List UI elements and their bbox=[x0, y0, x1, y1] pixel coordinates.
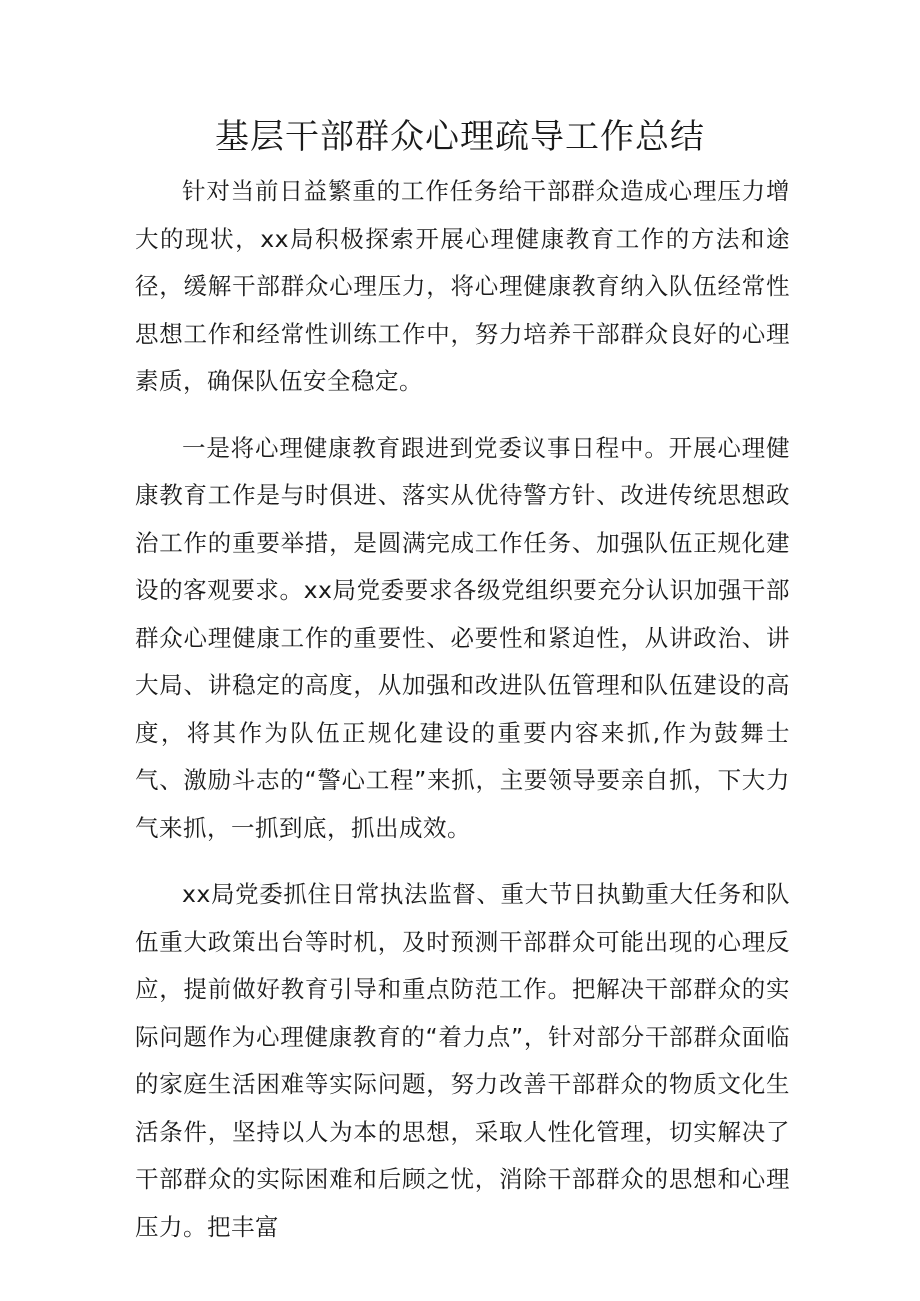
paragraph-party-committee: xx局党委抓住日常执法监督、重大节日执勤重大任务和队伍重大政策出台等时机，及时预测干部群众可能出现的心理反应，提前做好教育引导和重点防范工作。把解决干部群众的实际问题作为心理健康教育的“着力点”，针对部分干部群众面临的家庭生活困难等实际问题，努力改善干部群众的物质文化生活条件，坚持以人为本的思想，采取人性化管理，切实解决了干部群众的实际困难和后顾之忧，消除干部群众的思想和心理压力。把丰富 bbox=[135, 880, 790, 1241]
paragraph-point-one: 一是将心理健康教育跟进到党委议事日程中。开展心理健康教育工作是与时俱进、落实从优待警方针、改进传统思想政治工作的重要举措，是圆满完成工作任务、加强队伍正规化建设的客观要求。xx局党委要求各级党组织要充分认识加强干部群众心理健康工作的重要性、必要性和紧迫性，从讲政治、讲大局、讲稳定的高度，从加强和改进队伍管理和队伍建设的高度，将其作为队伍正规化建设的重要内容来抓,作为鼓舞士气、激励斗志的“警心工程”来抓，主要领导要亲自抓，下大力气来抓，一抓到底，抓出成效。 bbox=[135, 433, 790, 842]
document-title: 基层干部群众心理疏导工作总结 bbox=[215, 117, 705, 157]
document-body bbox=[135, 168, 790, 1270]
paragraph-intro: 针对当前日益繁重的工作任务给干部群众造成心理压力增大的现状，xx局积极探索开展心理健康教育工作的方法和途径，缓解干部群众心理压力，将心理健康教育纳入队伍经常性思想工作和经常性训练工作中，努力培养干部群众良好的心理素质，确保队伍安全稳定。 bbox=[135, 177, 790, 395]
